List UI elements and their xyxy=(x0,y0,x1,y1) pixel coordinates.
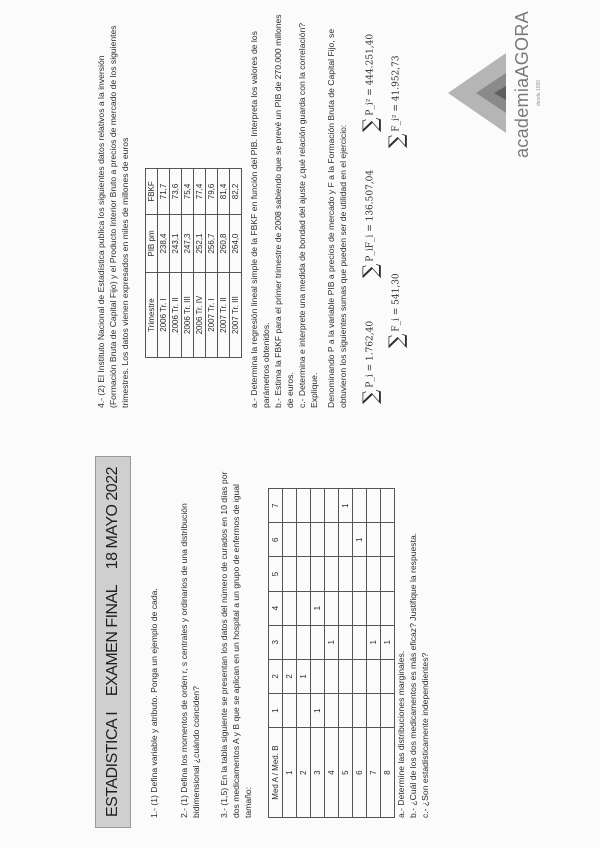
table-cell xyxy=(297,625,311,659)
table-cell: 1 xyxy=(283,728,297,818)
gdp-table xyxy=(145,168,242,358)
table-cell xyxy=(381,591,395,625)
question-3-part-b: b.- ¿Cuál de los dos medicamentos es más eficaz? Justifique la respuesta. xyxy=(408,532,418,818)
table-row xyxy=(367,489,381,818)
table-cell xyxy=(297,694,311,728)
table-cell: 2006 Tr. I xyxy=(158,273,170,358)
table-cell: 8 xyxy=(381,728,395,818)
table-cell xyxy=(339,625,353,659)
table-cell: 2007 Tr. I xyxy=(206,273,218,358)
sums-intro xyxy=(325,13,349,408)
question-2-text: 2.- (1) Defina los momentos de orden r, s centrales y ordinarios de una distribución bidimensional ¿cuándo coinciden? xyxy=(179,503,201,818)
left-column xyxy=(0,424,600,848)
table-row xyxy=(158,169,170,358)
table-header-cell: Trimestre xyxy=(146,273,158,358)
table-cell xyxy=(353,489,367,523)
table-cell: 1 xyxy=(325,625,339,659)
table-cell xyxy=(325,489,339,523)
table-cell: 79,6 xyxy=(206,169,218,215)
academia-agora-logo xyxy=(440,11,560,158)
table-cell: 2007 Tr. II xyxy=(218,273,230,358)
table-header-cell: 5 xyxy=(269,557,283,591)
table-row xyxy=(170,169,182,358)
table-cell: 238,4 xyxy=(158,214,170,272)
question-4 xyxy=(95,13,131,408)
sum-value: F_i² = 41.952,73 xyxy=(391,55,402,132)
sigma-symbol: ∑ xyxy=(384,133,408,148)
question-4-part-b: b.- Estima la FBKF para el primer trimestre de 2008 sabiendo que se prevé un PIB de 270.000 millones de euros. xyxy=(273,14,295,408)
table-cell xyxy=(353,659,367,693)
table-row xyxy=(297,489,311,818)
table-cell: 2 xyxy=(283,659,297,693)
table-cell xyxy=(367,591,381,625)
question-4-text: 4.- (2) El Instituto Nacional de Estadística publica los siguientes datos relativos a la inversión (Formación Bruta de Capital Fijo) y el Producto Interior Bruto a precios de mercado de los siguientes trimestres. Los datos vienen expresados en miles de millones de euros xyxy=(96,25,130,408)
table-header-cell: 7 xyxy=(269,489,283,523)
question-4-parts xyxy=(248,13,320,408)
table-row xyxy=(353,489,367,818)
table-cell: 256,7 xyxy=(206,214,218,272)
table-cell xyxy=(325,523,339,557)
table-cell: 77,4 xyxy=(194,169,206,215)
table-cell xyxy=(283,489,297,523)
table-cell xyxy=(283,523,297,557)
table-row xyxy=(381,489,395,818)
course-title: ESTADISTICA I xyxy=(104,711,121,817)
table-row xyxy=(283,489,297,818)
question-1-text: 1.- (1) Defina variable y atributo. Ponga un ejemplo de cada. xyxy=(149,588,159,818)
table-row xyxy=(325,489,339,818)
table-cell xyxy=(353,625,367,659)
sum-equation xyxy=(358,321,382,404)
table-cell xyxy=(325,659,339,693)
question-3 xyxy=(218,466,254,818)
table-row xyxy=(339,489,353,818)
table-cell: 252,1 xyxy=(194,214,206,272)
logo-mark-icon xyxy=(440,28,512,158)
logo-tagline: desde 1988 xyxy=(536,79,542,107)
question-2 xyxy=(178,466,202,818)
table-cell xyxy=(367,557,381,591)
table-cell: 3 xyxy=(311,728,325,818)
table-cell xyxy=(297,523,311,557)
table-cell xyxy=(283,591,297,625)
table-cell: 2006 Tr. II xyxy=(170,273,182,358)
table-cell xyxy=(283,625,297,659)
table-cell xyxy=(353,694,367,728)
table-header-row xyxy=(146,169,158,358)
table-cell xyxy=(339,557,353,591)
table-cell: 5 xyxy=(339,728,353,818)
table-cell: 2007 Tr. III xyxy=(230,273,242,358)
table-header-cell: 6 xyxy=(269,523,283,557)
table-header-cell: Med A / Med. B xyxy=(269,728,283,818)
table-cell xyxy=(339,694,353,728)
table-cell: 1 xyxy=(311,591,325,625)
table-cell xyxy=(353,557,367,591)
table-cell xyxy=(381,557,395,591)
table-row xyxy=(218,169,230,358)
sum-equation xyxy=(358,170,382,278)
table-cell xyxy=(339,523,353,557)
sigma-symbol: ∑ xyxy=(358,263,382,278)
table-cell: 260,8 xyxy=(218,214,230,272)
table-cell xyxy=(381,694,395,728)
table-cell xyxy=(367,694,381,728)
table-row xyxy=(194,169,206,358)
table-cell xyxy=(283,557,297,591)
table-cell xyxy=(381,489,395,523)
table-cell: 1 xyxy=(353,523,367,557)
table-cell: 1 xyxy=(297,659,311,693)
table-cell xyxy=(311,489,325,523)
table-cell xyxy=(311,625,325,659)
table-cell xyxy=(283,694,297,728)
exam-date: 18 MAYO 2022 xyxy=(104,467,121,570)
table-cell: 1 xyxy=(381,625,395,659)
table-row xyxy=(206,169,218,358)
question-3-part-a: a.- Determine las distribuciones marginales. xyxy=(396,650,406,818)
table-header-row xyxy=(269,489,283,818)
question-4-part-c: c.- Determina e interprete una medida de bondad del ajuste ¿qué relación guarda con la correlación? Explique. xyxy=(297,22,319,408)
table-row xyxy=(311,489,325,818)
table-cell xyxy=(381,523,395,557)
table-cell: 1 xyxy=(367,625,381,659)
exam-title: EXAMEN FINAL xyxy=(104,584,121,697)
table-header-cell: FBKF xyxy=(146,169,158,215)
sum-equation xyxy=(358,34,382,132)
question-3-parts xyxy=(395,466,431,818)
table-cell xyxy=(297,591,311,625)
sum-value: F_i = 541,30 xyxy=(391,273,402,332)
table-cell xyxy=(367,523,381,557)
table-cell xyxy=(367,659,381,693)
sum-equation xyxy=(384,273,408,348)
table-cell: 82,2 xyxy=(230,169,242,215)
question-3-text: 3.- (1,5) En la tabla siguiente se presentan los datos del número de curados en 10 días por dos medicamentos A y B que se aplican en un hospital a un grupo de enfermos de igual tamaño: xyxy=(219,471,253,818)
question-4-part-a: a.- Determina la regresión lineal simple de la FBKF en función del PIB. Interpreta los valores de los parámetros obtenidos. xyxy=(249,31,271,408)
table-cell: 81,4 xyxy=(218,169,230,215)
sums-intro-text: Denominando P a la variable PIB a precios de mercado y F a la Formación Bruta de Capital Fijo, se obtuvieron los siguientes sumas que pueden ser de utilidad en el ejercicio: xyxy=(326,28,348,408)
sum-value: P_i = 1.762,40 xyxy=(365,320,376,388)
table-cell: 2 xyxy=(297,728,311,818)
table-cell xyxy=(311,659,325,693)
table-cell: 264,0 xyxy=(230,214,242,272)
table-cell: 247,3 xyxy=(182,214,194,272)
question-1 xyxy=(148,466,160,818)
table-cell xyxy=(381,659,395,693)
table-row xyxy=(182,169,194,358)
table-cell: 243,1 xyxy=(170,214,182,272)
sigma-symbol: ∑ xyxy=(384,333,408,348)
sigma-symbol: ∑ xyxy=(358,117,382,132)
table-cell xyxy=(311,523,325,557)
table-cell: 1 xyxy=(311,694,325,728)
table-cell xyxy=(325,591,339,625)
table-cell: 1 xyxy=(339,489,353,523)
table-cell: 2006 Tr. IV xyxy=(194,273,206,358)
table-cell xyxy=(339,591,353,625)
table-header-cell: 1 xyxy=(269,694,283,728)
exam-header xyxy=(95,456,131,828)
table-cell: 75,4 xyxy=(182,169,194,215)
table-header-cell: 2 xyxy=(269,659,283,693)
sum-equation xyxy=(384,55,408,148)
table-cell xyxy=(367,489,381,523)
table-cell xyxy=(297,557,311,591)
table-cell xyxy=(353,591,367,625)
sigma-symbol: ∑ xyxy=(358,389,382,404)
table-cell xyxy=(311,557,325,591)
table-cell: 2006 Tr. III xyxy=(182,273,194,358)
table-cell xyxy=(325,694,339,728)
table-cell: 4 xyxy=(325,728,339,818)
table-cell: 6 xyxy=(353,728,367,818)
logo-text: academiaAGORA xyxy=(512,11,532,158)
table-cell xyxy=(325,557,339,591)
table-header-cell: 4 xyxy=(269,591,283,625)
sum-value: P_iF_i = 136.507,04 xyxy=(365,169,376,262)
medication-table xyxy=(268,488,395,818)
table-cell: 73,6 xyxy=(170,169,182,215)
table-cell xyxy=(297,489,311,523)
sum-value: P_i² = 444.251,40 xyxy=(365,33,376,116)
table-cell: 71,7 xyxy=(158,169,170,215)
table-header-cell: PIB pm xyxy=(146,214,158,272)
table-cell: 7 xyxy=(367,728,381,818)
table-header-cell: 3 xyxy=(269,625,283,659)
table-cell xyxy=(339,659,353,693)
question-3-part-c: c.- ¿Son estadísticamente independientes? xyxy=(420,652,430,818)
table-row xyxy=(230,169,242,358)
